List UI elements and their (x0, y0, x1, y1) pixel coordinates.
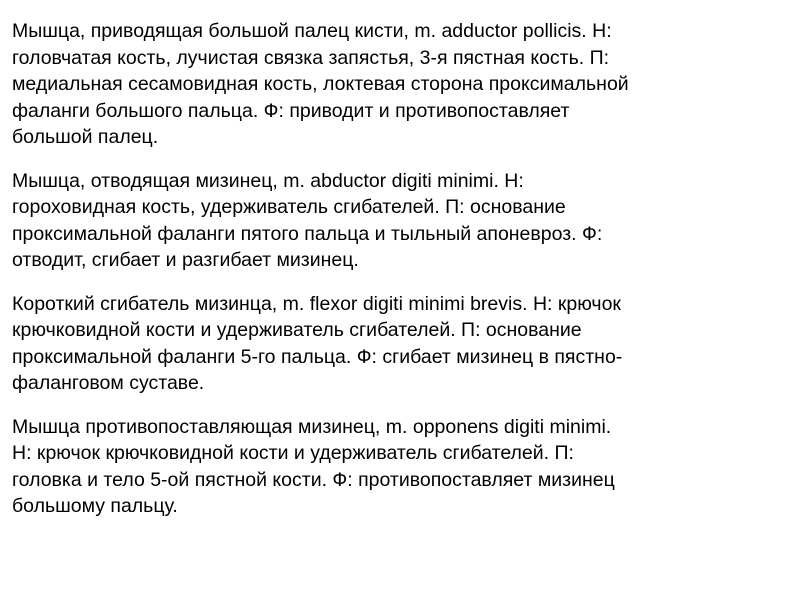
text-line: головчатая кость, лучистая связка запястья, 3-я пястная кость. П: (12, 46, 610, 69)
paragraph-flexor-digiti-minimi-brevis (12, 291, 784, 397)
text-line: головка и тело 5-ой пястной кости. Ф: противопоставляет мизинец (12, 468, 615, 491)
text-line: медиальная сесамовидная кость, локтевая сторона проксимальной (12, 73, 629, 95)
text-line: большому пальцу. (12, 495, 178, 517)
text-line: проксимальной фаланги 5-го пальца. Ф: сгибает мизинец в пястно- (12, 345, 623, 368)
text-line: Мышца, приводящая большой палец кисти, m. adductor pollicis. Н: (12, 20, 612, 42)
text-line: проксимальной фаланги пятого пальца и тыльный апоневроз. Ф: (12, 222, 603, 245)
text-line: крючковидной кости и удерживатель сгибателей. П: основание (12, 319, 582, 341)
paragraph-abductor-digiti-minimi (12, 168, 784, 274)
text-block (12, 18, 784, 537)
text-line: Короткий сгибатель мизинца, m. flexor digiti minimi brevis. Н: крючок (12, 292, 621, 315)
text-line: фаланговом суставе. (12, 372, 205, 394)
text-line: Мышца, отводящая мизинец, m. abductor digiti minimi. Н: (12, 169, 524, 192)
text-line: Мышца противопоставляющая мизинец, m. opponens digiti minimi. (12, 415, 612, 438)
paragraph-opponens-digiti-minimi (12, 414, 784, 520)
paragraph-adductor-pollicis (12, 18, 784, 151)
text-line: фаланги большого пальца. Ф: приводит и противопоставляет (12, 99, 570, 122)
text-line: гороховидная кость, удерживатель сгибателей. П: основание (12, 196, 566, 218)
text-line: отводит, сгибает и разгибает мизинец. (12, 249, 359, 271)
text-line: Н: крючок крючковидной кости и удерживатель сгибателей. П: (12, 442, 574, 464)
text-line: большой палец. (12, 126, 159, 148)
